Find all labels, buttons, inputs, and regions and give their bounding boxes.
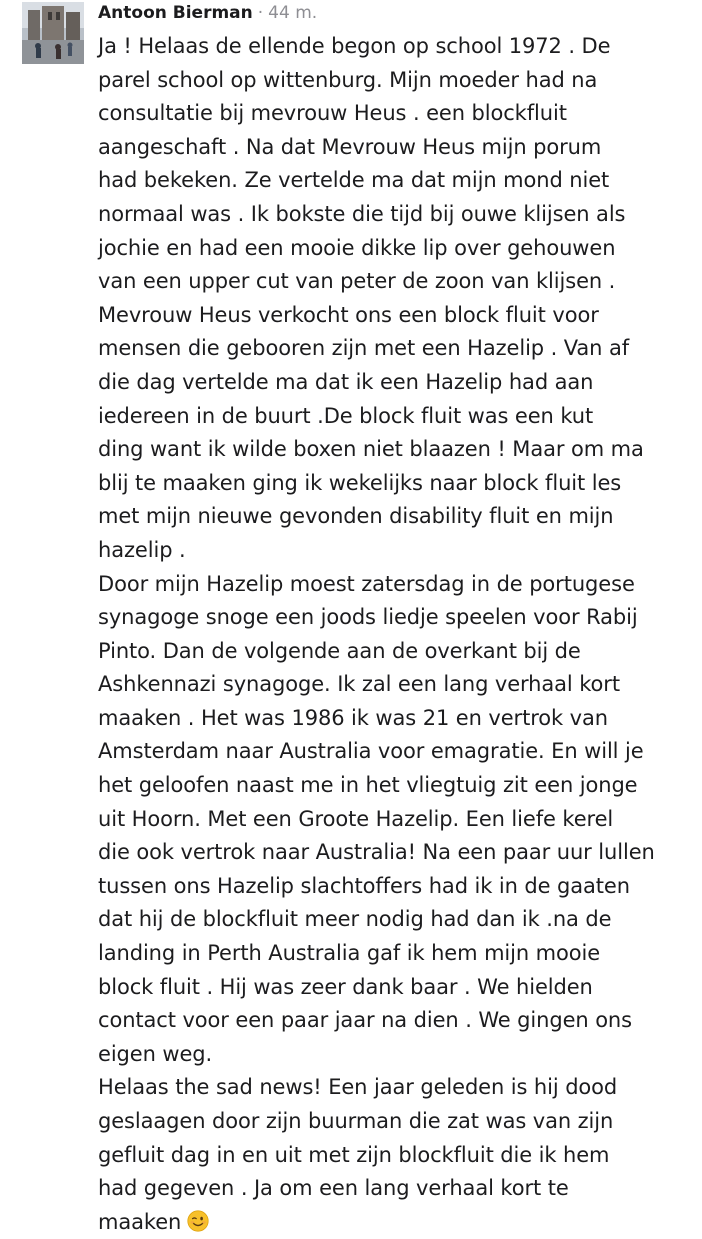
comment-line: hazelip .	[98, 537, 186, 562]
comment-line-last-text: maaken	[98, 1209, 182, 1234]
comment-line: consultatie bij mevrouw Heus . een blockfluit	[98, 101, 567, 126]
comment-body	[98, 30, 698, 1239]
comment-line: die dag vertelde ma dat ik een Hazelip had aan	[98, 369, 594, 394]
comment-line: met mijn nieuwe gevonden disability fluit en mijn	[98, 504, 614, 529]
comment-line: Amsterdam naar Australia voor emagratie. En will je	[98, 739, 644, 764]
comment-line: Door mijn Hazelip moest zatersdag in de portugese	[98, 571, 635, 596]
comment-line: gefluit dag in en uit met zijn blockfluit die ik hem	[98, 1142, 610, 1167]
comment-line: eigen weg.	[98, 1041, 213, 1066]
comment-line: contact voor een paar jaar na dien . We gingen ons	[98, 1008, 632, 1033]
comment-line: Ashkennazi synagoge. Ik zal een lang verhaal kort	[98, 672, 620, 697]
comment-line: Mevrouw Heus verkocht ons een block fluit voor	[98, 302, 599, 327]
avatar[interactable]	[22, 2, 84, 64]
comment-line: normaal was . Ik bokste die tijd bij ouwe klijsen als	[98, 201, 626, 226]
comment-line: het geloofen naast me in het vliegtuig zit een jonge	[98, 773, 638, 798]
comment-line: dat hij de blockfluit meer nodig had dan ik .na de	[98, 907, 612, 932]
comment-line: mensen die gebooren zijn met een Hazelip . Van af	[98, 336, 630, 361]
comment-line: die ook vertrok naar Australia! Na een paar uur lullen	[98, 840, 655, 865]
comment-line: Pinto. Dan de volgende aan de overkant bij de	[98, 638, 581, 663]
comment-line: blij te maaken ging ik wekelijks naar block fluit les	[98, 470, 622, 495]
profile-photo-avatar-icon	[22, 2, 84, 64]
winking-face-emoji-icon	[187, 1210, 209, 1232]
comment-line-last	[98, 1206, 698, 1239]
comment-line: geslaagen door zijn buurman die zat was van zijn	[98, 1109, 614, 1133]
comment-line: Ja ! Helaas de ellende begon op school 1972 . De	[98, 34, 611, 58]
comment-line: Helaas the sad news! Een jaar geleden is hij dood	[98, 1075, 618, 1100]
comment-line: had bekeken. Ze vertelde ma dat mijn mond niet	[98, 168, 610, 193]
comment-line: maaken . Het was 1986 ik was 21 en vertrok van	[98, 705, 608, 730]
comment-line: landing in Perth Australia gaf ik hem mijn mooie	[98, 941, 601, 966]
comment-line: aangeschaft . Na dat Mevrouw Heus mijn porum	[98, 134, 602, 159]
comment-line: tussen ons Hazelip slachtoffers had ik in de gaaten	[98, 873, 630, 898]
comment-line: iedereen in de buurt .De block fluit was een kut	[98, 403, 594, 428]
comment-line: jochie en had een mooie dikke lip over gehouwen	[98, 235, 616, 260]
comment-line: had gegeven . Ja om een lang verhaal kort te	[98, 1176, 569, 1201]
author-name[interactable]: Antoon Bierman	[98, 3, 253, 23]
header-separator: ·	[257, 3, 264, 23]
comment-line: van een upper cut van peter de zoon van klijsen .	[98, 269, 616, 294]
comment-line: block fluit . Hij was zeer dank baar . We hielden	[98, 974, 593, 999]
comment-line: parel school op wittenburg. Mijn moeder had na	[98, 67, 598, 92]
comment-header	[98, 0, 317, 26]
comment-line: synagoge snoge een joods liedje speelen voor Rabij	[98, 605, 638, 630]
comment-timestamp[interactable]: 44 m.	[268, 3, 318, 23]
comment-line: uit Hoorn. Met een Groote Hazelip. Een liefe kerel	[98, 806, 614, 831]
comment-line: ding want ik wilde boxen niet blaazen ! Maar om ma	[98, 437, 644, 462]
